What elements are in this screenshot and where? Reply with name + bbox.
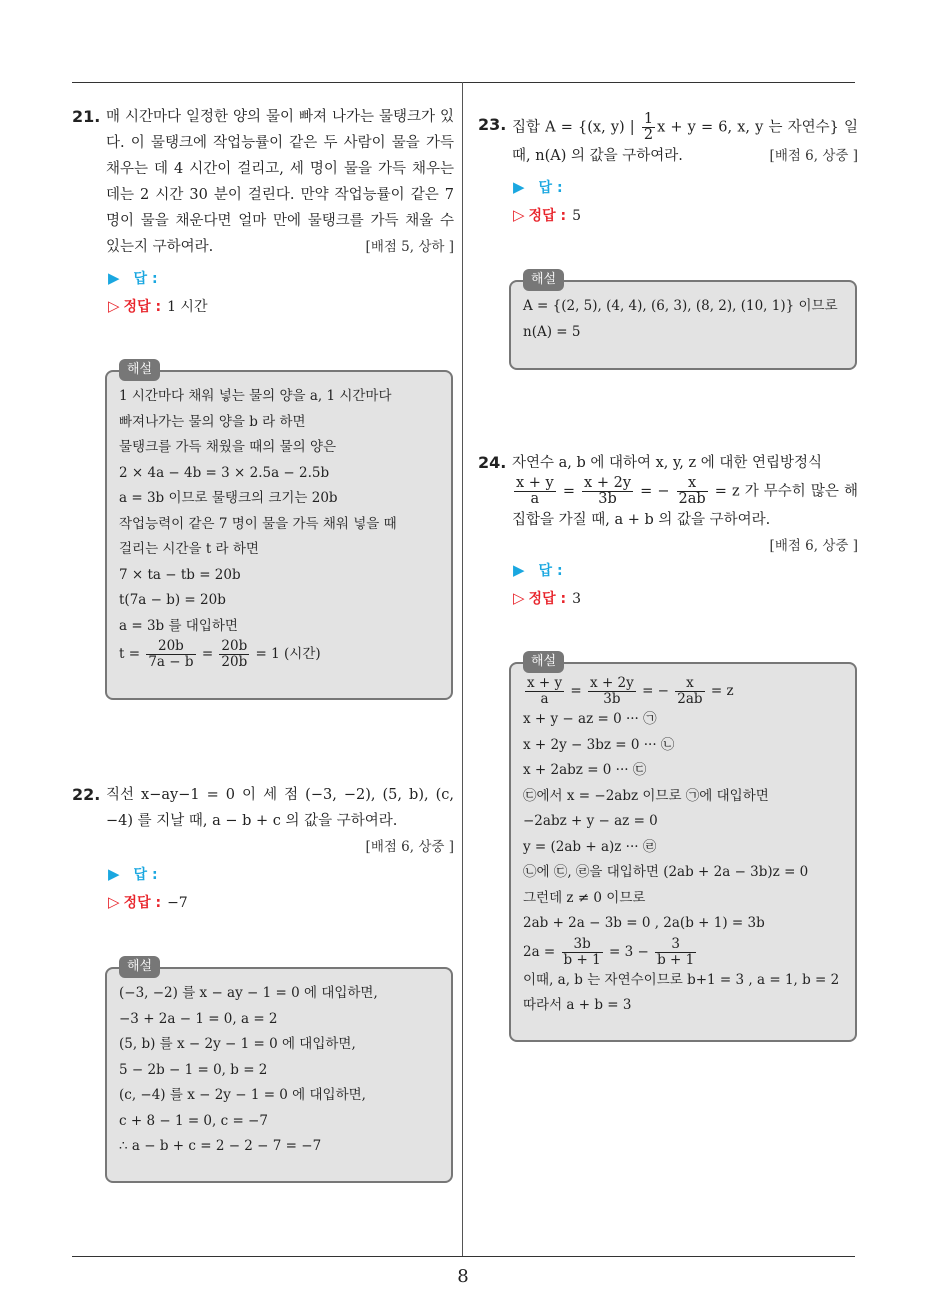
solution-line: a = 3b 를 대입하면 (119, 617, 238, 634)
fraction: $\frac{x}{2ab}$ (677, 675, 703, 707)
fraction: $\frac{3}{b + 1}$ (657, 935, 695, 968)
problem-24 (478, 450, 858, 559)
solution-tag: 해설 (523, 651, 564, 673)
correct-label: 정답 : (123, 895, 162, 911)
solution-fraction-line: 2a = $\frac{3b}{b + 1}$ = 3 − $\frac{3}{b + 1}$ (523, 935, 695, 968)
triangle-outline-icon: ▷ (108, 297, 120, 315)
fraction: $\frac{3b}{b + 1}$ (563, 935, 601, 968)
correct-answer-line (108, 892, 188, 912)
correct-label: 정답 : (123, 299, 162, 315)
solution-line: x + y − az = 0 ··· ㉠ (523, 711, 657, 727)
top-rule (72, 82, 855, 83)
play-arrow-icon: ▶ (108, 865, 120, 883)
problem-text: 매 시간마다 일정한 양의 물이 빠져 나가는 물탱크가 있다. 이 물탱크에 작업능률이 같은 두 사람이 물을 가득 채우는 데 4 시간이 걸리고, 세 명이 물을 가득 채우는 데는 2 시간 30 분이 걸린다. 만약 작업능률이 같은 7 명이 물을 채운다면 얼마 만에 물탱크를 가득 채울 수 있는지 구하여라. (106, 109, 454, 255)
triangle-outline-icon: ▷ (513, 589, 525, 607)
solution-box-21 (105, 370, 453, 700)
solution-line: ㉢에서 x = −2abz 이므로 ㉠에 대입하면 (523, 787, 769, 804)
solution-line: (c, −4) 를 x − 2y − 1 = 0 에 대입하면, (119, 1087, 366, 1103)
correct-answer-line (108, 296, 207, 316)
solution-line: y = (2ab + a)z ··· ㉣ (523, 838, 657, 855)
triangle-outline-icon: ▷ (513, 206, 525, 224)
fraction: $\frac{x + y}{a}$ (516, 475, 554, 507)
correct-answer: 1 시간 (167, 299, 208, 315)
play-arrow-icon: ▶ (108, 269, 120, 287)
solution-line: (5, b) 를 x − 2y − 1 = 0 에 대입하면, (119, 1036, 356, 1052)
fraction: $\frac{20b}{7a - b}$ (148, 638, 194, 670)
problem-text-end: = z 가 무수히 많은 해 집합을 가질 때, a + b 의 값을 구하여라. (512, 483, 858, 528)
problem-text-start: 집합 A = {(x, y) | (512, 119, 640, 136)
correct-answer: 3 (572, 591, 581, 607)
solution-first-equation: $\frac{x + y}{a}$ = $\frac{x + 2y}{3b}$ = − $\frac{x}{2ab}$ = z (527, 675, 734, 707)
problem-number: 24. (478, 453, 507, 472)
solution-line: 빠져나가는 물의 양을 b 라 하면 (119, 413, 306, 430)
solution-line: −3 + 2a − 1 = 0, a = 2 (119, 1010, 278, 1027)
correct-answer-line (513, 588, 581, 608)
solution-box-24 (509, 662, 857, 1042)
problem-text-equation: $\frac{x + y}{a}$ = $\frac{x + 2y}{3b}$ = − $\frac{x}{2ab}$ = z 가 무수히 많은 해 집합을 가질 때, a + b 의 값을 구하여라. (512, 475, 858, 528)
answer-line (108, 864, 158, 884)
answer-label: 답 : (133, 867, 158, 883)
correct-label: 정답 : (528, 208, 567, 224)
solution-line: 1 시간마다 채워 넣는 물의 양을 a, 1 시간마다 (119, 388, 392, 404)
problem-meta: [배점 5, 상하 ] (365, 239, 454, 255)
solution-line: x + 2abz = 0 ··· ㉢ (523, 762, 647, 778)
problem-23 (478, 112, 858, 169)
fraction: $\frac{1}{2}$ (643, 111, 654, 143)
problem-number: 21. (72, 107, 101, 126)
answer-label: 답 : (538, 563, 563, 579)
solution-box-23 (509, 280, 857, 370)
answer-label: 답 : (133, 271, 158, 287)
solution-line: a = 3b 이므로 물탱크의 크기는 20b (119, 490, 338, 506)
problem-21 (72, 104, 454, 260)
solution-line: −2abz + y − az = 0 (523, 813, 658, 829)
solution-final-equation: t = $\frac{20b}{7a - b}$ = $\frac{20b}{20b}$ = 1 (시간) (119, 638, 321, 670)
problem-text-start: 자연수 a, b 에 대하여 x, y, z 에 대한 연립방정식 (512, 455, 823, 471)
solution-tag: 해설 (119, 956, 160, 978)
bottom-rule (72, 1256, 855, 1257)
problem-22 (72, 782, 454, 860)
solution-line: 작업능력이 같은 7 명이 물을 가득 채워 넣을 때 (119, 515, 397, 532)
solution-line: 걸리는 시간을 t 라 하면 (119, 541, 259, 557)
solution-line: n(A) = 5 (523, 323, 581, 340)
play-arrow-icon: ▶ (513, 178, 525, 196)
column-divider (462, 82, 463, 1256)
solution-line: 7 × ta − tb = 20b (119, 566, 241, 583)
solution-line: c + 8 − 1 = 0, c = −7 (119, 1112, 268, 1129)
fraction: $\frac{x + 2y}{3b}$ (584, 475, 632, 507)
solution-line: 따라서 a + b = 3 (523, 997, 632, 1013)
solution-line: 5 − 2b − 1 = 0, b = 2 (119, 1061, 268, 1078)
solution-line: 2 × 4a − 4b = 3 × 2.5a − 2.5b (119, 464, 330, 481)
correct-answer: 5 (572, 208, 581, 224)
fraction: $\frac{x + y}{a}$ (527, 675, 563, 707)
answer-line (513, 177, 563, 197)
problem-number: 23. (478, 115, 507, 134)
solution-line: ㉡에 ㉢, ㉣을 대입하면 (2ab + 2a − 3b)z = 0 (523, 864, 809, 880)
problem-meta: [배점 6, 상중 ] (769, 148, 858, 164)
problem-meta: [배점 6, 상중 ] (769, 538, 858, 554)
correct-answer: −7 (167, 895, 188, 911)
solution-line: (−3, −2) 를 x − ay − 1 = 0 에 대입하면, (119, 985, 378, 1001)
answer-line (513, 560, 563, 580)
problem-text: 직선 x−ay−1 = 0 이 세 점 (−3, −2), (5, b), (c, −4) 를 지날 때, a − b + c 의 값을 구하여라. (106, 787, 454, 829)
solution-line: 그런데 z ≠ 0 이므로 (523, 889, 646, 906)
solution-line: x + 2y − 3bz = 0 ··· ㉡ (523, 736, 675, 753)
correct-label: 정답 : (528, 591, 567, 607)
triangle-outline-icon: ▷ (108, 893, 120, 911)
answer-line (108, 268, 158, 288)
solution-line: ∴ a − b + c = 2 − 2 − 7 = −7 (119, 1138, 322, 1154)
problem-number: 22. (72, 785, 101, 804)
fraction: $\frac{20b}{20b}$ (221, 638, 248, 670)
answer-label: 답 : (538, 180, 563, 196)
solution-line: A = {(2, 5), (4, 4), (6, 3), (8, 2), (10, 1)} 이므로 (523, 298, 838, 314)
play-arrow-icon: ▶ (513, 561, 525, 579)
problem-text-end: x + y = 6, x, y 는 자연수} 일 때, n(A) 의 값을 구하여라. (512, 119, 858, 164)
fraction: $\frac{x + 2y}{3b}$ (590, 675, 634, 707)
solution-line: t(7a − b) = 20b (119, 592, 226, 608)
solution-line: 2ab + 2a − 3b = 0 , 2a(b + 1) = 3b (523, 915, 765, 931)
page-number: 8 (457, 1266, 469, 1287)
correct-answer-line (513, 205, 581, 225)
solution-line: 물탱크를 가득 채웠을 때의 물의 양은 (119, 439, 337, 455)
solution-tag: 해설 (523, 269, 564, 291)
fraction: $\frac{x}{2ab}$ (678, 475, 706, 507)
problem-meta: [배점 6, 상중 ] (365, 839, 454, 855)
solution-tag: 해설 (119, 359, 160, 381)
solution-line: 이때, a, b 는 자연수이므로 b+1 = 3 , a = 1, b = 2 (523, 971, 840, 988)
solution-box-22 (105, 967, 453, 1183)
